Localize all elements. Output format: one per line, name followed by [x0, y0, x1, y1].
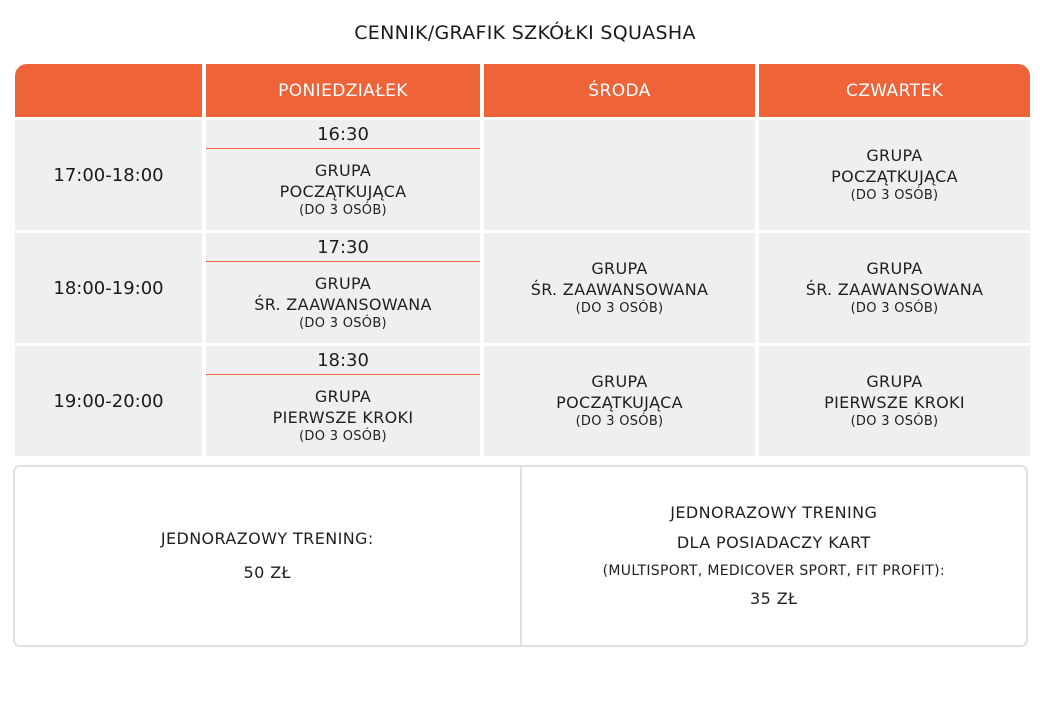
- group-capacity: (DO 3 OSÓB): [299, 315, 387, 331]
- time-slot: 19:00-20:00: [15, 346, 202, 456]
- price-value: 50 ZŁ: [243, 563, 291, 582]
- header-day-thursday: CZWARTEK: [759, 64, 1030, 117]
- group-level: POCZĄTKUJĄCA: [831, 167, 958, 186]
- price-label: JEDNORAZOWY TRENING:: [160, 529, 374, 548]
- group-capacity: (DO 3 OSÓB): [575, 414, 664, 429]
- group-label: GRUPA: [866, 259, 923, 278]
- header-day-monday: PONIEDZIAŁEK: [206, 64, 480, 117]
- group-level: ŚR. ZAAWANSOWANA: [530, 280, 709, 299]
- monday-session: [206, 120, 480, 230]
- thursday-session: [759, 233, 1030, 343]
- price-single-training: [15, 467, 522, 645]
- schedule-table: [15, 64, 1026, 456]
- group-capacity: (DO 3 OSÓB): [299, 428, 387, 444]
- price-label: JEDNORAZOWY TRENING: [670, 503, 878, 522]
- wednesday-session-empty: [484, 120, 755, 230]
- monday-session: [206, 233, 480, 343]
- price-value: 35 ZŁ: [750, 589, 798, 608]
- price-list: [13, 465, 1028, 647]
- group-label: GRUPA: [866, 146, 923, 165]
- group-label: GRUPA: [314, 273, 372, 293]
- group-info: [280, 149, 407, 230]
- group-level: ŚR. ZAAWANSOWANA: [254, 294, 432, 314]
- group-capacity: (DO 3 OSÓB): [850, 414, 939, 429]
- thursday-session: [759, 120, 1030, 230]
- time-slot: 17:00-18:00: [15, 120, 202, 230]
- wednesday-session: [484, 233, 755, 343]
- thursday-session: [759, 346, 1030, 456]
- price-card-holders: [522, 467, 1027, 645]
- group-label: GRUPA: [314, 386, 372, 406]
- group-level: ŚR. ZAAWANSOWANA: [805, 280, 984, 299]
- group-level: POCZĄTKUJĄCA: [556, 393, 683, 412]
- session-start-time: 18:30: [206, 346, 480, 375]
- price-label-cards: DLA POSIADACZY KART: [676, 533, 871, 552]
- wednesday-session: [484, 346, 755, 456]
- group-capacity: (DO 3 OSÓB): [850, 188, 939, 203]
- group-capacity: (DO 3 OSÓB): [575, 301, 664, 316]
- monday-session: [206, 346, 480, 456]
- group-info: [273, 375, 414, 456]
- group-label: GRUPA: [591, 372, 648, 391]
- header-day-wednesday: ŚRODA: [484, 64, 755, 117]
- session-start-time: 17:30: [206, 233, 480, 262]
- group-label: GRUPA: [314, 160, 372, 180]
- group-info: [254, 262, 432, 343]
- group-capacity: (DO 3 OSÓB): [299, 202, 387, 218]
- group-level: PIERWSZE KROKI: [272, 407, 414, 427]
- time-slot: 18:00-19:00: [15, 233, 202, 343]
- header-corner: [15, 64, 202, 117]
- session-start-time: 16:30: [206, 120, 480, 149]
- page-title: CENNIK/GRAFIK SZKÓŁKI SQUASHA: [354, 22, 696, 44]
- group-label: GRUPA: [591, 259, 648, 278]
- accepted-cards: (MULTISPORT, MEDICOVER SPORT, FIT PROFIT):: [602, 563, 945, 579]
- group-level: POCZĄTKUJĄCA: [279, 181, 407, 201]
- group-label: GRUPA: [866, 372, 923, 391]
- group-capacity: (DO 3 OSÓB): [850, 301, 939, 316]
- group-level: PIERWSZE KROKI: [824, 393, 965, 412]
